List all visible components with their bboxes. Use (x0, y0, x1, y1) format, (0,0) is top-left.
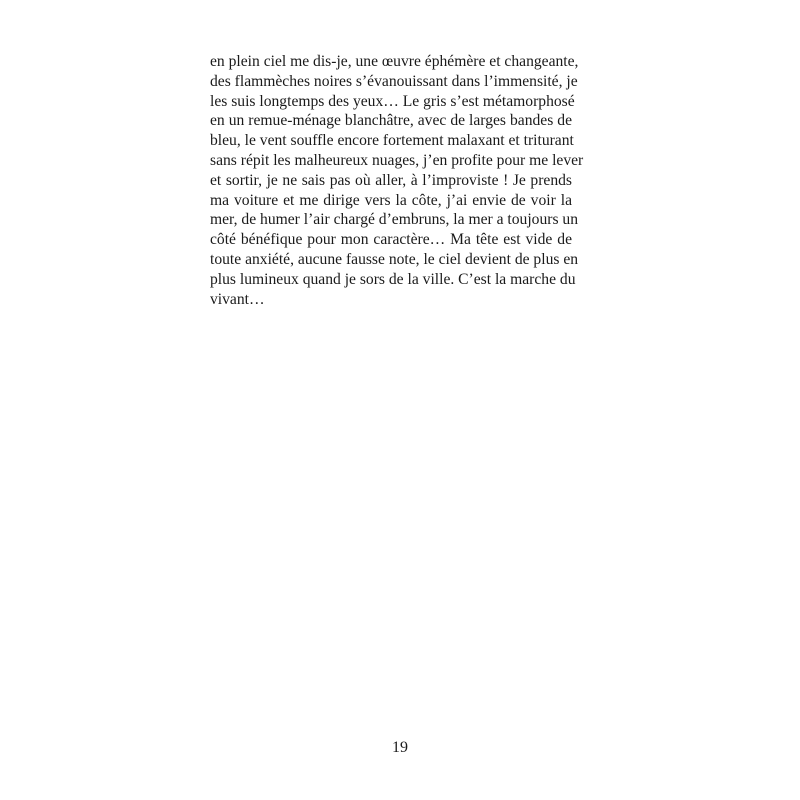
text-line: des flammèches noires s’évanouissant dans l’immensité, je (210, 72, 578, 90)
text-line: sans répit les malheureux nuages, j’en profite pour me lever (210, 151, 584, 169)
body-paragraph (210, 52, 584, 309)
text-line: vivant… (210, 290, 265, 308)
text-line: ma voiture et me dirige vers la côte, j’ai envie de voir la (210, 191, 572, 209)
text-line: côté bénéfique pour mon caractère… Ma tête est vide de (210, 231, 572, 249)
text-line: plus lumineux quand je sors de la ville. C’est la marche du (210, 270, 576, 288)
text-line: et sortir, je ne sais pas où aller, à l’improviste ! Je prends (210, 171, 572, 189)
text-line: en un remue-ménage blanchâtre, avec de larges bandes de (210, 112, 572, 130)
text-line: toute anxiété, aucune fausse note, le ciel devient de plus en (210, 250, 579, 268)
text-line: en plein ciel me dis-je, une œuvre éphémère et changeante, (210, 53, 579, 70)
text-line: mer, de humer l’air chargé d’embruns, la mer a toujours un (210, 211, 579, 229)
text-line: bleu, le vent souffle encore fortement malaxant et triturant (210, 132, 574, 150)
page-number: 19 (392, 739, 408, 756)
text-line: les suis longtemps des yeux… Le gris s’est métamorphosé (210, 92, 575, 110)
